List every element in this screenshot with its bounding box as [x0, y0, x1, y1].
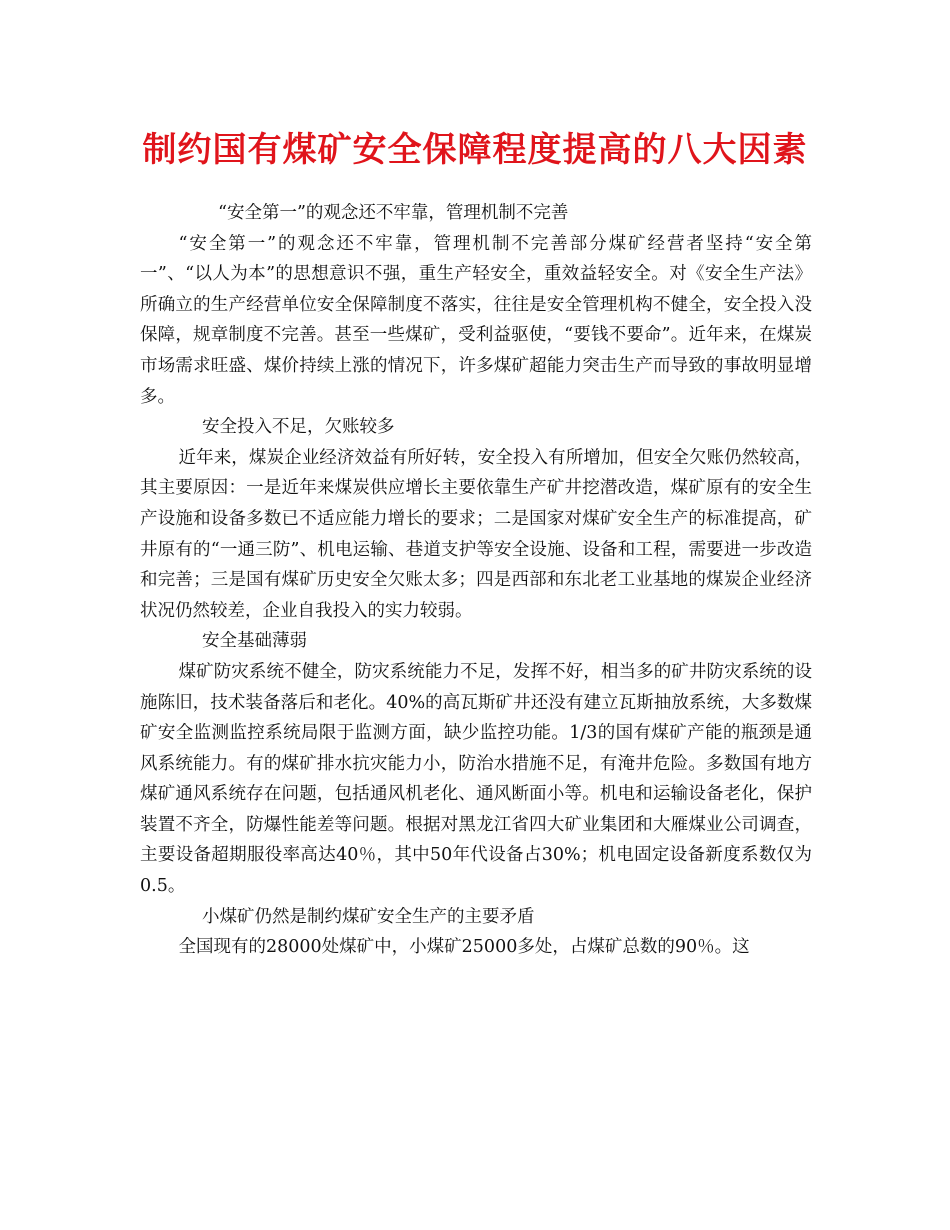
document-body	[140, 198, 812, 963]
body-paragraph: “安全第一”的观念还不牢靠，管理机制不完善部分煤矿经营者坚持“安全第一”、“以人为本”的思想意识不强，重生产轻安全，重效益轻安全。对《安全生产法》所确立的生产经营单位安全保障制度不落实，往往是安全管理机构不健全，安全投入没保障，规章制度不完善。甚至一些煤矿，受利益驱使，“要钱不要命”。近年来，在煤炭市场需求旺盛、煤价持续上涨的情况下，许多煤矿超能力突击生产而导致的事故明显增多。	[140, 233, 812, 407]
body-paragraph: 近年来，煤炭企业经济效益有所好转，安全投入有所增加，但安全欠账仍然较高，其主要原因：一是近年来煤炭供应增长主要依靠生产矿井挖潜改造，煤矿原有的安全生产设施和设备多数已不适应能力增长的要求；二是国家对煤矿安全生产的标准提高，矿井原有的“一通三防”、机电运输、巷道支护等安全设施、设备和工程，需要进一步改造和完善；三是国有煤矿历史安全欠账太多；四是西部和东北老工业基地的煤炭企业经济状况仍然较差，企业自我投入的实力较弱。	[140, 447, 812, 621]
section-heading: 安全投入不足，欠账较多	[202, 417, 395, 438]
body-paragraph: 全国现有的28000处煤矿中，小煤矿25000多处，占煤矿总数的90％。这	[178, 937, 750, 958]
section-heading: 小煤矿仍然是制约煤矿安全生产的主要矛盾	[202, 906, 535, 927]
document-title: 制约国有煤矿安全保障程度提高的八大因素	[142, 130, 808, 170]
section-heading: “安全第一”的观念还不牢靠，管理机制不完善	[218, 203, 569, 223]
body-paragraph: 煤矿防灾系统不健全，防灾系统能力不足，发挥不好，相当多的矿井防灾系统的设施陈旧，技术装备落后和老化。40%的高瓦斯矿井还没有建立瓦斯抽放系统，大多数煤矿安全监测监控系统局限于监测方面，缺少监控功能。1/3的国有煤矿产能的瓶颈是通风系统能力。有的煤矿排水抗灾能力小，防治水措施不足，有淹井危险。多数国有地方煤矿通风系统存在问题，包括通风机老化、通风断面小等。机电和运输设备老化，保护装置不齐全，防爆性能差等问题。根据对黑龙江省四大矿业集团和大雁煤业公司调查，主要设备超期服役率高达40％，其中50年代设备占30%；机电固定设备新度系数仅为0.5。	[140, 661, 812, 897]
section-heading: 安全基础薄弱	[202, 631, 307, 652]
